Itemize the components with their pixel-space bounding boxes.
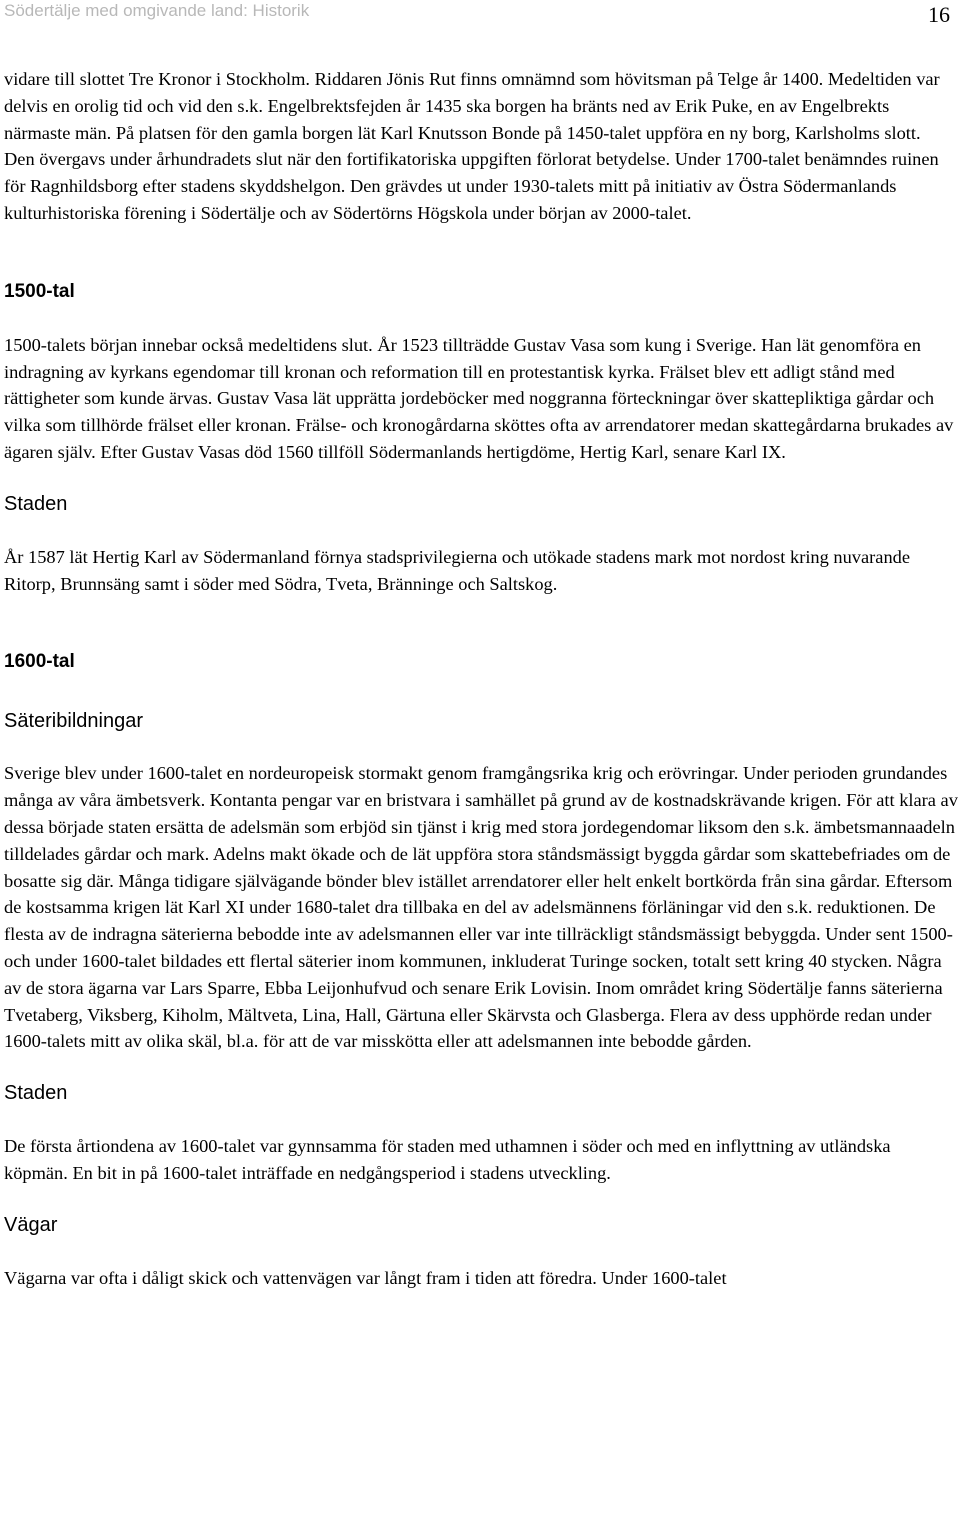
- page-number: 16: [928, 2, 950, 27]
- paragraph-staden-1: År 1587 lät Hertig Karl av Södermanland förnya stadsprivilegierna och utökade stadens mark mot nordost kring nuvarande Ritorp, Brunnsäng samt i söder med Södra, Tveta, Bränninge och Saltskog.: [4, 546, 910, 594]
- heading-vagar: Vägar: [4, 1213, 58, 1236]
- running-title: Södertälje med omgivande land: Historik: [4, 1, 310, 20]
- page-header: [4, 0, 954, 30]
- intro-paragraph: vidare till slottet Tre Kronor i Stockholm. Riddaren Jönis Rut finns omnämnd som hövitsman på Telge år 1400. Medeltiden var delvis en orolig tid och vid den s.k. Engelbrektsfejden år 1435 ska borgen ha bränts ned av Erik Puke, en av Engelbrekts närmaste män. På platsen för den gamla borgen lät Karl Knutsson Bonde på 1450-talet uppföra en ny borg, Karlsholms slott. Den övergavs under århundradets slut när den fortifikatoriska uppgiften förlorat betydelse. Under 1700-talet benämndes ruinen för Ragnhildsborg efter stadens skyddshelgon. Den grävdes ut under 1930-talets mitt på initiativ av Östra Södermanlands kulturhistoriska förening i Södertälje och av Södertörns Högskola under början av 2000-talet.: [4, 69, 940, 223]
- heading-1600-tal: 1600-tal: [4, 651, 75, 673]
- heading-staden-1: Staden: [4, 492, 68, 515]
- heading-staden-2: Staden: [4, 1082, 68, 1105]
- paragraph-1500-tal: 1500-talets början innebar också medeltidens slut. År 1523 tillträdde Gustav Vasa som kung i Sverige. Han lät genomföra en indragning av kyrkans egendomar till kronan och reformation till en protestantisk kyrka. Frälset blev ett adligt stånd med rättigheter som kunde ärvas. Gustav Vasa lät upprätta jordeböcker med noggranna förteckningar över skattepliktiga gårdar och vilka som tillhörde frälset eller kronan. Frälse- och kronogårdarna sköttes ofta av arrendatorer medan skattegårdarna brukades av ägaren själv. Efter Gustav Vasas död 1560 tillföll Södermanlands hertigdöme, Hertig Karl, senare Karl IX.: [4, 334, 954, 462]
- heading-1500-tal: 1500-tal: [4, 280, 75, 302]
- paragraph-staden-2: De första årtiondena av 1600-talet var gynnsamma för staden med uthamnen i söder och med en inflyttning av utländska köpmän. En bit in på 1600-talet inträffade en nedgångsperiod i stadens utveckling.: [4, 1136, 891, 1183]
- heading-sateribildningar: Säteribildningar: [4, 710, 143, 733]
- paragraph-sateribildningar: Sverige blev under 1600-talet en nordeuropeisk stormakt genom framgångsrika krig och erövringar. Under perioden grundandes många av våra ämbetsverk. Kontanta pengar var en bristvara i samhället på grund av de kostnadskrävande krigen. För att klara av dessa började staten ersätta de adelsmän som erbjöd sin tjänst i krig med stora jordegendomar liksom den s.k. ämbetsmannaadeln tilldelades gårdar och mark. Adelns makt ökade och de lät uppföra stora ståndsmässigt byggda gårdar som skattebefriades om de bosatte sig där. Många tidigare självägande bönder blev istället arrendatorer eller helt enkelt bortkörda från sina gårdar. Eftersom de kostsamma krigen lät Karl XI under 1680-talet dra tillbaka en del av adelsmännens förläningar vid den s.k. reduktionen. De flesta av de indragna säterierna bebodde inte av adelsmannen eller var inte tillräckligt ståndsmässigt bebyggda. Under sent 1500- och under 1600-talet bildades ett flertal säterier inom kommunen, inkluderat Turinge socken, totalt sett kring 40 stycken. Några av de stora ägarna var Lars Sparre, Ebba Leijonhufvud och senare Erik Lovisin. Inom området kring Södertälje fanns säterierna Tvetaberg, Viksberg, Kiholm, Mältveta, Lina, Hall, Gärtuna eller Skärvsta och Glasberga. Flera av dess upphörde redan under 1600-talets mitt av olika skäl, bl.a. för att de var misskötta eller att adelsmannen inte bebodde gården.: [4, 763, 958, 1052]
- paragraph-vagar: Vägarna var ofta i dåligt skick och vattenvägen var långt fram i tiden att föredra. Under 1600-talet: [4, 1267, 727, 1288]
- document-body: [4, 66, 958, 1292]
